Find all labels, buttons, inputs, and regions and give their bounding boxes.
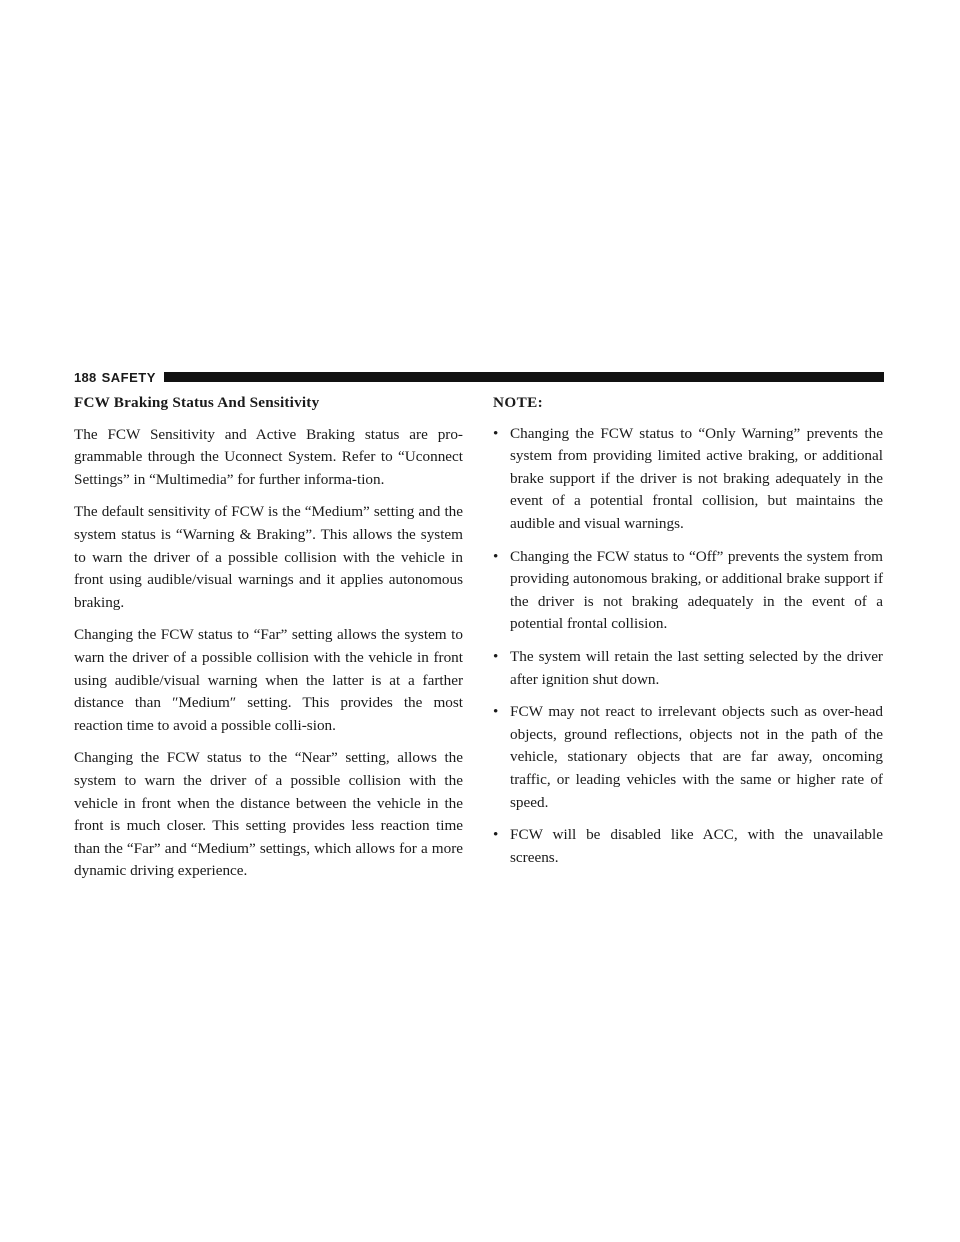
- list-item-text: FCW will be disabled like ACC, with the unavailable screens.: [510, 826, 883, 866]
- list-item-text: FCW may not react to irrelevant objects such as over-head objects, ground reflections, objects not in the path of the vehicle, stationary objects that are far away, oncoming traffic, or leading vehicles with the same or higher rate of speed.: [510, 703, 883, 811]
- note-heading: NOTE:: [493, 394, 544, 411]
- list-item: [493, 701, 883, 814]
- paragraph-default-sensitivity: The default sensitivity of FCW is the “Medium” setting and the system status is “Warning & Braking”. This allows the system to warn the driver of a possible collision with the vehicle in front using audible/visual warnings and it applies autonomous braking.: [74, 503, 463, 611]
- header-rule: [164, 372, 884, 382]
- paragraph-programmable: The FCW Sensitivity and Active Braking status are pro-grammable through the Uconnect System. Refer to “Uconnect Settings” in “Multimedia” for further informa-tion.: [74, 425, 463, 488]
- list-item: [493, 646, 883, 691]
- bullet-icon: •: [493, 424, 499, 442]
- page-header: [74, 368, 884, 386]
- bullet-icon: •: [493, 647, 499, 665]
- bullet-icon: •: [493, 826, 499, 844]
- list-item: [493, 824, 883, 869]
- section-title: SAFETY: [101, 369, 156, 385]
- note-list: [493, 423, 883, 870]
- page-number: 188: [74, 369, 97, 385]
- bullet-icon: •: [493, 547, 499, 565]
- right-column: [493, 392, 883, 879]
- list-item-text: The system will retain the last setting selected by the driver after ignition shut down.: [510, 647, 883, 688]
- list-item-text: Changing the FCW status to “Only Warning” prevents the system from providing limited active braking, or additional brake support if the driver is not braking adequately in the event of a potential frontal collision, but maintains the audible and visual warnings.: [510, 424, 883, 532]
- list-item: [493, 423, 883, 536]
- paragraph-far-setting: Changing the FCW status to “Far” setting allows the system to warn the driver of a possible collision with the vehicle in front using audible/visual warning when the latter is at a farther distance than ″Medium″ setting. This provides the most reaction time to avoid a possible colli-sion.: [74, 626, 463, 734]
- list-item-text: Changing the FCW status to “Off” prevents the system from providing autonomous braking, or additional brake support if the driver is not braking adequately in the event of a potential frontal collision.: [510, 547, 883, 633]
- list-item: [493, 546, 883, 636]
- left-column: [74, 392, 463, 893]
- section-heading: FCW Braking Status And Sensitivity: [74, 394, 320, 411]
- paragraph-near-setting: Changing the FCW status to the “Near” setting, allows the system to warn the driver of a possible collision with the vehicle in front when the distance between the vehicle in the front is much closer. This setting provides less reaction time than the “Far” and “Medium” settings, which allows for a more dynamic driving experience.: [74, 749, 463, 880]
- bullet-icon: •: [493, 703, 499, 721]
